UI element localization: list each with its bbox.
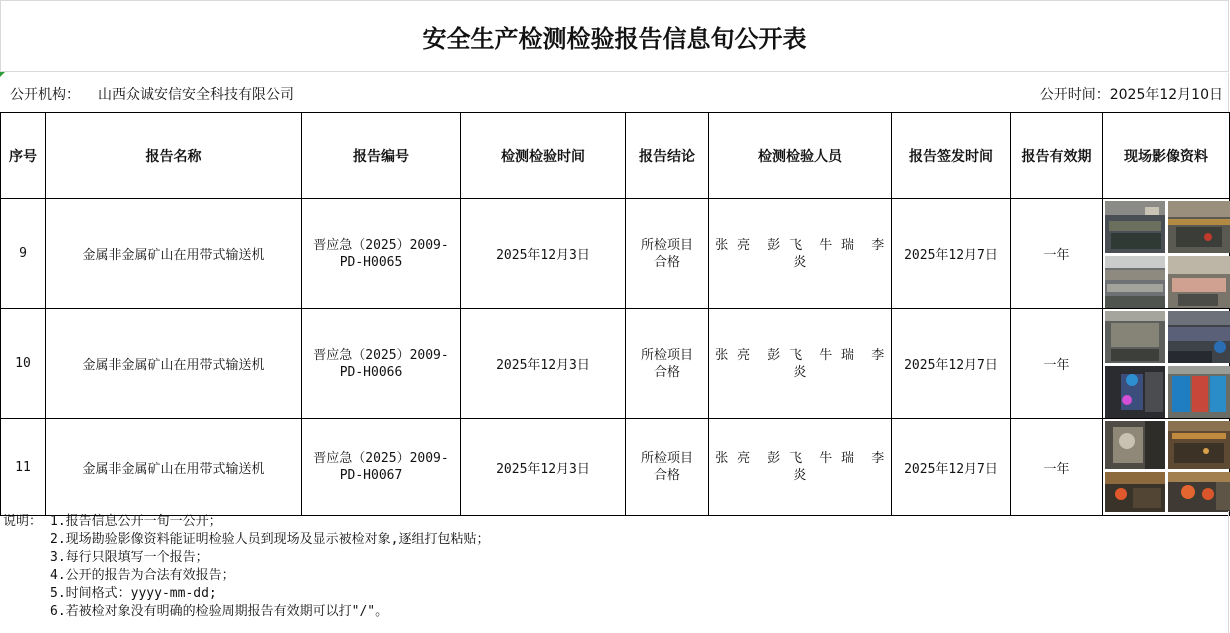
test-date: 2025年12月3日 — [461, 419, 626, 516]
report-code-line1: 晋应急（2025）2009- — [313, 451, 449, 466]
notes-list — [50, 513, 489, 621]
site-photo — [1105, 256, 1165, 308]
col-header-persons: 检测检验人员 — [709, 113, 892, 199]
inspectors — [709, 419, 892, 516]
note-item: 1.报告信息公开一旬一公开； — [50, 514, 222, 529]
issue-date: 2025年12月7日 — [892, 419, 1011, 516]
note-item: 2.现场勘验影像资料能证明检验人员到现场及显示被检对象,逐组打包粘贴； — [50, 532, 490, 547]
note-item: 4.公开的报告为合法有效报告； — [50, 568, 235, 583]
org-row — [0, 73, 1229, 113]
row-no: 10 — [1, 309, 46, 419]
report-code-line2: PD-H0067 — [339, 468, 403, 483]
table-row — [1, 309, 1230, 419]
site-photo — [1105, 421, 1165, 469]
report-code — [302, 199, 461, 309]
result-line2: 合格 — [653, 364, 680, 380]
test-date: 2025年12月3日 — [461, 199, 626, 309]
inspectors-line2: 炎 — [793, 254, 807, 270]
result-line2: 合格 — [653, 468, 680, 483]
col-header-code: 报告编号 — [302, 113, 461, 199]
table-row — [1, 199, 1230, 309]
note-item: 3.每行只限填写一个报告； — [50, 550, 209, 565]
site-photo — [1168, 421, 1230, 469]
result-line1: 所检项目 — [640, 451, 693, 466]
col-header-test-date: 检测检验时间 — [461, 113, 626, 199]
site-photos — [1103, 199, 1230, 309]
page-title: 安全生产检测检验报告信息旬公开表 — [0, 0, 1229, 72]
report-code — [302, 309, 461, 419]
inspectors — [709, 309, 892, 419]
col-header-name: 报告名称 — [46, 113, 302, 199]
site-photo — [1168, 311, 1230, 363]
org-label: 公开机构： — [10, 87, 80, 103]
result-line1: 所检项目 — [640, 237, 693, 253]
photo-grid — [1103, 309, 1230, 418]
row-no: 11 — [1, 419, 46, 516]
col-header-photos: 现场影像资料 — [1103, 113, 1230, 199]
col-header-no: 序号 — [1, 113, 46, 199]
report-code-line1: 晋应急（2025）2009- — [313, 237, 449, 253]
row-no: 9 — [1, 199, 46, 309]
site-photo — [1168, 366, 1230, 418]
publish-time: 公开时间：2025年12月10日 — [1039, 87, 1223, 103]
validity: 一年 — [1011, 419, 1103, 516]
inspectors-line2: 炎 — [793, 364, 807, 380]
notes-section — [0, 511, 1229, 633]
header-row — [1, 113, 1230, 199]
report-name: 金属非金属矿山在用带式输送机 — [46, 199, 302, 309]
org-name: 山西众诚安信安全科技有限公司 — [98, 87, 294, 103]
photo-grid — [1103, 199, 1230, 308]
site-photo — [1105, 311, 1165, 363]
report-result — [626, 199, 709, 309]
inspectors — [709, 199, 892, 309]
issue-date: 2025年12月7日 — [892, 309, 1011, 419]
report-code-line1: 晋应急（2025）2009- — [313, 347, 449, 363]
result-line1: 所检项目 — [640, 347, 693, 363]
report-code-line2: PD-H0066 — [339, 364, 403, 380]
note-item: 6.若被检对象没有明确的检验周期报告有效期可以打"/"。 — [50, 604, 389, 619]
validity: 一年 — [1011, 199, 1103, 309]
report-result — [626, 309, 709, 419]
site-photos — [1103, 309, 1230, 419]
site-photos — [1103, 419, 1230, 516]
issue-date: 2025年12月7日 — [892, 199, 1011, 309]
note-item: 5.时间格式：yyyy-mm-dd; — [50, 586, 217, 601]
site-photo — [1105, 472, 1165, 512]
inspectors-line1: 张 亮 彭 飞 牛 瑞 李 — [715, 347, 885, 363]
site-photo — [1168, 472, 1230, 512]
table-row — [1, 419, 1230, 516]
col-header-validity: 报告有效期 — [1011, 113, 1103, 199]
test-date: 2025年12月3日 — [461, 309, 626, 419]
site-photo — [1168, 201, 1230, 253]
site-photo — [1105, 201, 1165, 253]
inspectors-line2: 炎 — [793, 468, 807, 483]
site-photo — [1105, 366, 1165, 418]
site-photo — [1168, 256, 1230, 308]
photo-grid — [1103, 419, 1230, 512]
report-name: 金属非金属矿山在用带式输送机 — [46, 309, 302, 419]
inspectors-line1: 张 亮 彭 飞 牛 瑞 李 — [715, 237, 885, 253]
inspectors-line1: 张 亮 彭 飞 牛 瑞 李 — [715, 451, 885, 466]
report-name: 金属非金属矿山在用带式输送机 — [46, 419, 302, 516]
report-code-line2: PD-H0065 — [339, 254, 403, 270]
report-table — [0, 112, 1230, 516]
col-header-result: 报告结论 — [626, 113, 709, 199]
notes-head: 说明： — [3, 514, 43, 529]
report-result — [626, 419, 709, 516]
validity: 一年 — [1011, 309, 1103, 419]
result-line2: 合格 — [653, 254, 680, 270]
col-header-issue-date: 报告签发时间 — [892, 113, 1011, 199]
report-code — [302, 419, 461, 516]
